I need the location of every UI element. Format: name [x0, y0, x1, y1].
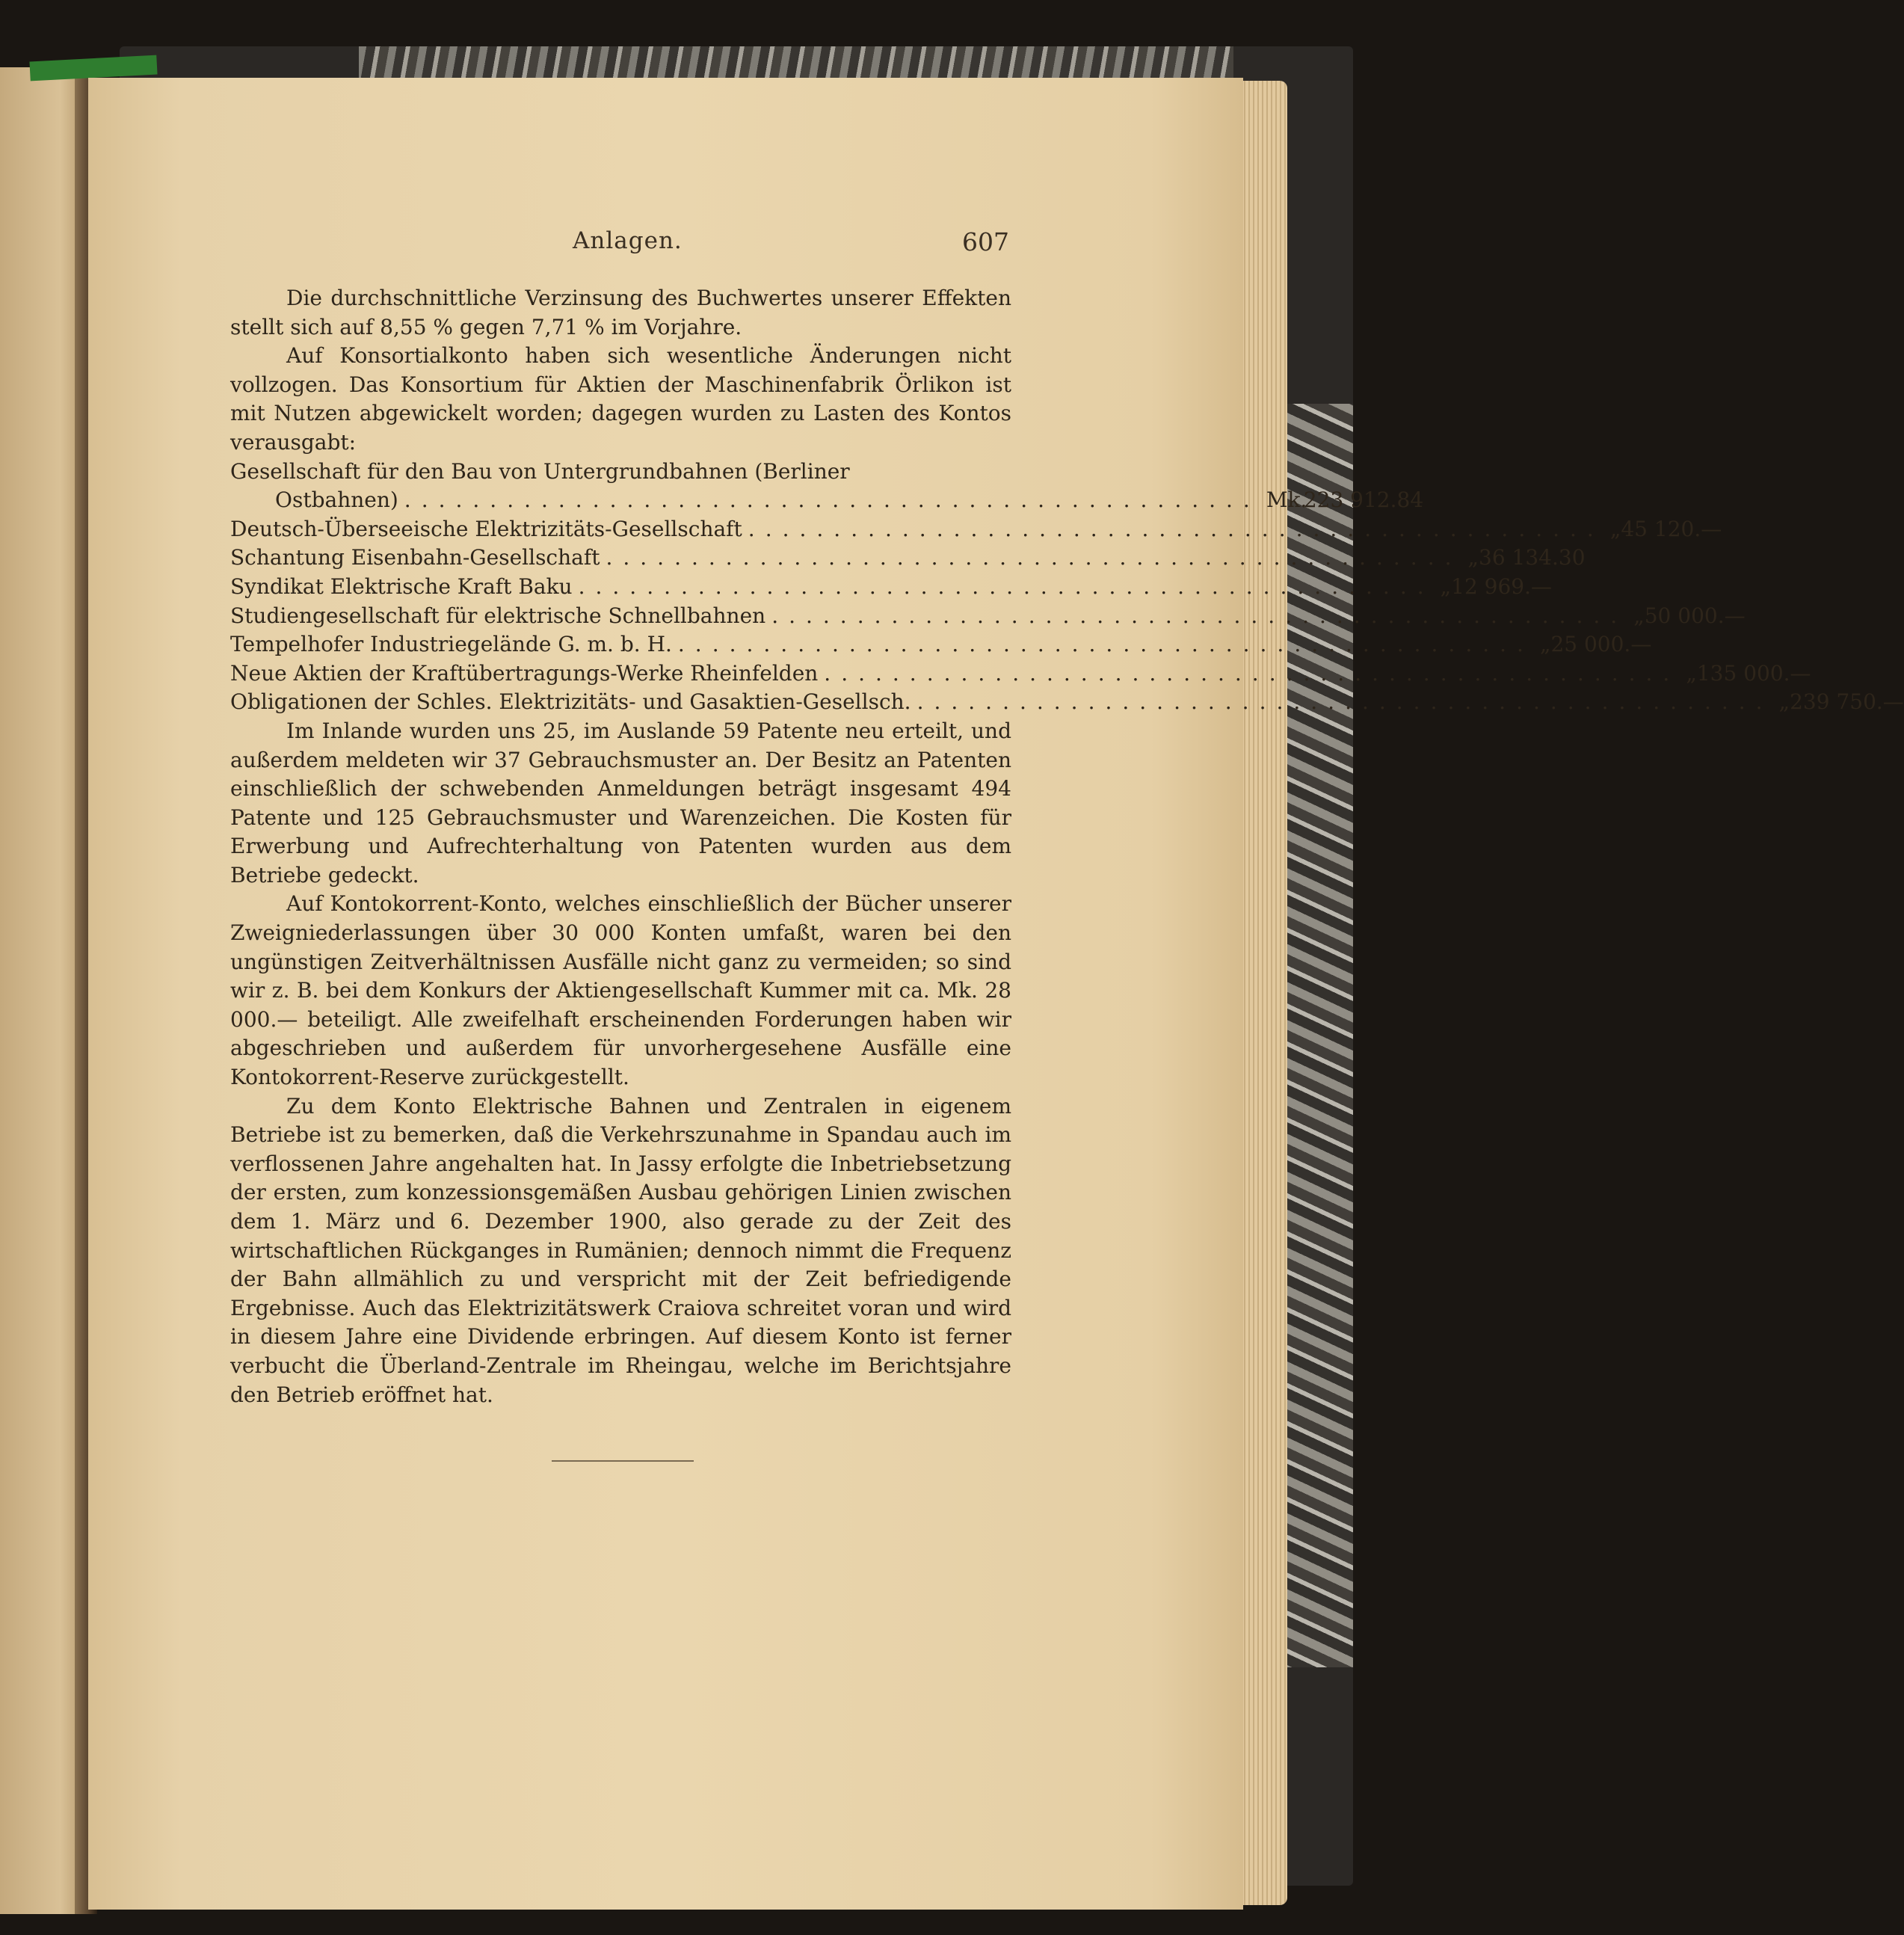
- ledger-row: Tempelhofer Industriegelände G. m. b. H. .................................................. „ 25 000.—: [230, 630, 1011, 659]
- paragraph: Im Inlande wurden uns 25, im Auslande 59 Patente neu erteilt, und außerdem meldeten wir 37 Gebrauchsmuster an. Der Besitz an Patenten einschließlich der schwebenden Anmeldungen beträgt insgesamt 494 Patente und 125 Gebrauchsmuster und Warenzeichen. Die Kosten für Erwerbung und Aufrechterhaltung von Patenten wurden aus dem Betriebe gedeckt.: [230, 718, 1011, 887]
- body-text: [230, 284, 1904, 1409]
- ledger-label: Gesellschaft für den Bau von Untergrundbahnen (Berliner: [230, 458, 850, 484]
- paragraph: Auf Kontokorrent-Konto, welches einschließlich der Bücher unserer Zweigniederlassungen über 30 000 Konten umfaßt, waren bei den ungünstigen Zeitverhältnissen Ausfälle nicht ganz zu vermeiden; so sind wir z. B. bei dem Konkurs der Aktiengesellschaft Kummer mit ca. Mk. 28 000.— beteiligt. Alle zweifelhaft erscheinenden Forderungen haben wir abgeschrieben und außerdem für unvorhergesehene Ausfälle eine Kontokorrent-Reserve zurückgestellt.: [230, 891, 1011, 1090]
- ledger-row: Obligationen der Schles. Elektrizitäts- und Gasaktien-Gesellsch. .................................................. „ 239 750.—: [230, 688, 1011, 717]
- ledger-ditto: „: [1609, 516, 1621, 541]
- ledger-row: [230, 458, 1011, 487]
- ledger-amount: 45 120.—: [1621, 516, 1722, 541]
- ledger-label: Schantung Eisenbahn-Gesellschaft: [230, 545, 600, 570]
- ledger-row: Ostbahnen) .................................................. Mk. 223 912.84: [230, 486, 1011, 515]
- ledger-label: Tempelhofer Industriegelände G. m. b. H.: [230, 632, 672, 657]
- ledger-amount: 223 912.84: [1303, 487, 1424, 513]
- ledger-list: [230, 458, 1904, 717]
- page-number: 607: [962, 227, 1009, 256]
- ledger-ditto: „: [1778, 689, 1790, 715]
- running-head: Anlagen.: [573, 227, 683, 254]
- paragraph: Auf Konsortialkonto haben sich wesentliche Änderungen nicht vollzogen. Das Konsortium für Aktien der Maschinenfabrik Örlikon ist mit Nutzen abgewickelt worden; dagegen wurden zu Lasten des Kontos verausgabt:: [230, 343, 1011, 455]
- ledger-label: Ostbahnen): [275, 487, 398, 513]
- ledger-row: Deutsch-Überseeische Elektrizitäts-Gesellschaft .................................................. „ 45 120.—: [230, 515, 1011, 544]
- previous-page-edge: [0, 67, 86, 1914]
- ledger-ditto: „: [1686, 660, 1697, 686]
- ledger-amount: 12 969.—: [1451, 573, 1553, 599]
- ledger-amount: 36 134.30: [1479, 545, 1586, 570]
- ledger-ditto: „: [1467, 545, 1479, 570]
- ledger-row: Syndikat Elektrische Kraft Baku .................................................. „ 12 969.—: [230, 573, 1011, 602]
- ledger-ditto: „: [1440, 573, 1452, 599]
- ledger-row: Schantung Eisenbahn-Gesellschaft .................................................. „ 36 134.30: [230, 544, 1011, 573]
- ledger-amount: 135 000.—: [1696, 660, 1811, 686]
- ledger-label: Deutsch-Überseeische Elektrizitäts-Gesellschaft: [230, 516, 742, 541]
- ledger-amount: 25 000.—: [1550, 632, 1652, 657]
- ledger-amount: 50 000.—: [1644, 603, 1746, 628]
- ledger-ditto: „: [1633, 603, 1645, 628]
- ledger-amount: 239 750.—: [1790, 689, 1904, 715]
- paragraph: Die durchschnittliche Verzinsung des Buchwertes unserer Effekten stellt sich auf 8,55 % gegen 7,71 % im Vorjahre.: [230, 286, 1011, 339]
- ledger-row: Studiengesellschaft für elektrische Schnellbahnen .................................................. „ 50 000.—: [230, 602, 1011, 631]
- ledger-currency: Mk.: [1266, 487, 1307, 513]
- ledger-row: Neue Aktien der Kraftübertragungs-Werke Rheinfelden .................................................. „ 135 000.—: [230, 659, 1011, 689]
- paragraph: Zu dem Konto Elektrische Bahnen und Zentralen in eigenem Betriebe ist zu bemerken, daß die Verkehrszunahme in Spandau auch im verflossenen Jahre angehalten hat. In Jassy erfolgte die Inbetriebsetzung der ersten, zum konzessionsgemäßen Ausbau gehörigen Linien zwischen dem 1. März und 6. Dezember 1900, also gerade zu der Zeit des wirtschaftlichen Rückganges in Rumänien; dennoch nimmt die Frequenz der Bahn allmählich zu und verspricht mit der Zeit befriedigende Ergebnisse. Auch das Elektrizitätswerk Craiova schreitet voran und wird in diesem Jahre eine Dividende erbringen. Auf diesem Konto ist ferner verbucht die Überland-Zentrale im Rheingau, welche im Berichtsjahre den Betrieb eröffnet hat.: [230, 1093, 1011, 1407]
- ledger-label: Studiengesellschaft für elektrische Schnellbahnen: [230, 603, 766, 628]
- ledger-label: Syndikat Elektrische Kraft Baku: [230, 573, 573, 599]
- ledger-label: Obligationen der Schles. Elektrizitäts- und Gasaktien-Gesellsch.: [230, 689, 911, 715]
- ledger-ditto: „: [1539, 632, 1551, 657]
- section-rule: [552, 1460, 694, 1462]
- ledger-label: Neue Aktien der Kraftübertragungs-Werke Rheinfelden: [230, 660, 819, 686]
